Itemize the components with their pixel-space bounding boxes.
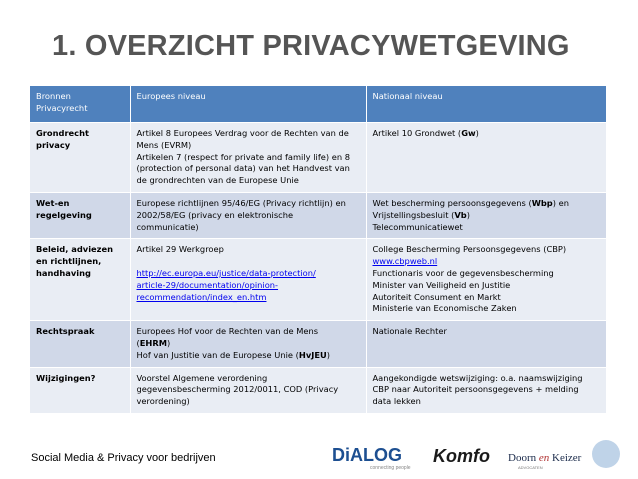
cell-line: Artikelen 7 (respect for private and family life) en 8 (136, 151, 350, 162)
cell-line: (EHRM) (136, 337, 171, 348)
cell-line: Minister van Veiligheid en Justitie (372, 279, 511, 290)
page-title: 1. OVERZICHT PRIVACYWETGEVING (52, 30, 570, 62)
cell-line: Ministerie van Economische Zaken (372, 303, 517, 314)
european-cell (130, 321, 366, 367)
column-header-national: Nationaal niveau (366, 86, 606, 123)
table-header-row (30, 86, 606, 123)
article-29-link[interactable]: http://ec.europa.eu/justice/data-protection/ article-29/documentation/opinion- recommendation/index_en.htm (136, 267, 316, 302)
table-row (30, 239, 606, 321)
row-label: Rechtspraak (30, 321, 130, 367)
cell-line: Wet bescherming persoonsgegevens (Wbp) en (372, 197, 569, 208)
table-row (30, 321, 606, 367)
national-cell (366, 321, 606, 367)
national-cell (366, 123, 606, 193)
cell-line: Telecommunicatiewet (372, 221, 463, 232)
national-cell (366, 367, 606, 413)
cell-line: Artikel 29 Werkgroep (136, 244, 224, 255)
doorn-en-keizer-tagline: ADVOCATEN (518, 465, 543, 470)
european-cell (130, 239, 366, 321)
national-cell (366, 239, 606, 321)
cell-line: communicatie) (136, 221, 199, 232)
table-row (30, 123, 606, 193)
column-header-european: Europees niveau (130, 86, 366, 123)
cell-line: Nationale Rechter (372, 326, 447, 337)
komfo-logo: Komfo (433, 446, 490, 466)
row-label: Wijzigingen? (30, 367, 130, 413)
privacy-overview-table (30, 86, 606, 413)
cell-line: Aangekondigde wetswijziging: o.a. naamswijziging (372, 372, 583, 383)
cell-line: CBP naar Autoriteit persoonsgegevens + melding (372, 384, 579, 395)
cell-line: Artikel 8 Europees Verdrag voor de Rechten van de (136, 128, 349, 138)
european-cell (130, 192, 366, 238)
cbp-website-link[interactable]: www.cbpweb.nl (372, 256, 438, 267)
european-cell (130, 123, 366, 193)
cell-line: College Bescherming Persoonsgegevens (CBP) (372, 244, 567, 255)
cell-line: Artikel 10 Grondwet (Gw) (372, 128, 479, 138)
cell-line: 2002/58/EG (privacy en elektronische (136, 209, 294, 220)
cell-line: gegevensbescherming 2012/0011, COD (Privacy (136, 384, 339, 395)
row-label: Wet-en regelgeving (30, 192, 130, 238)
cell-line: data lekken (372, 396, 421, 407)
dialog-logo: DiALOG (332, 445, 402, 465)
dek-circle-logo (592, 440, 620, 468)
cell-line: Europees Hof voor de Rechten van de Mens (136, 326, 319, 337)
cell-line: Autoriteit Consument en Markt (372, 291, 501, 302)
partner-logos (330, 440, 620, 474)
cell-line: (protection of personal data) van het Handvest van (136, 163, 350, 174)
footer-text: Social Media & Privacy voor bedrijven (31, 452, 216, 464)
european-cell (130, 367, 366, 413)
table-row (30, 367, 606, 413)
cell-line: Voorstel Algemene verordening (136, 372, 268, 383)
cell-line: Vrijstellingsbesluit (Vb) (372, 209, 470, 220)
cell-line: Functionaris voor de gegevensbescherming (372, 267, 554, 278)
table-row (30, 192, 606, 238)
cell-line: verordening) (136, 396, 190, 407)
cell-line: Mens (EVRM) (136, 139, 192, 150)
row-label: Beleid, adviezen en richtlijnen, handhaving (30, 239, 130, 321)
cell-line: Hof van Justitie van de Europese Unie (HvJEU) (136, 349, 331, 360)
row-label: Grondrecht privacy (30, 123, 130, 193)
cell-line: Europese richtlijnen 95/46/EG (Privacy richtlijn) en (136, 197, 346, 208)
column-header-sources: Bronnen Privacyrecht (30, 86, 130, 123)
cell-line: de grondrechten van de Europese Unie (136, 175, 299, 186)
doorn-en-keizer-logo: Doorn en Keizer (508, 452, 582, 464)
dialog-logo-tagline: connecting people (370, 465, 411, 471)
national-cell (366, 192, 606, 238)
